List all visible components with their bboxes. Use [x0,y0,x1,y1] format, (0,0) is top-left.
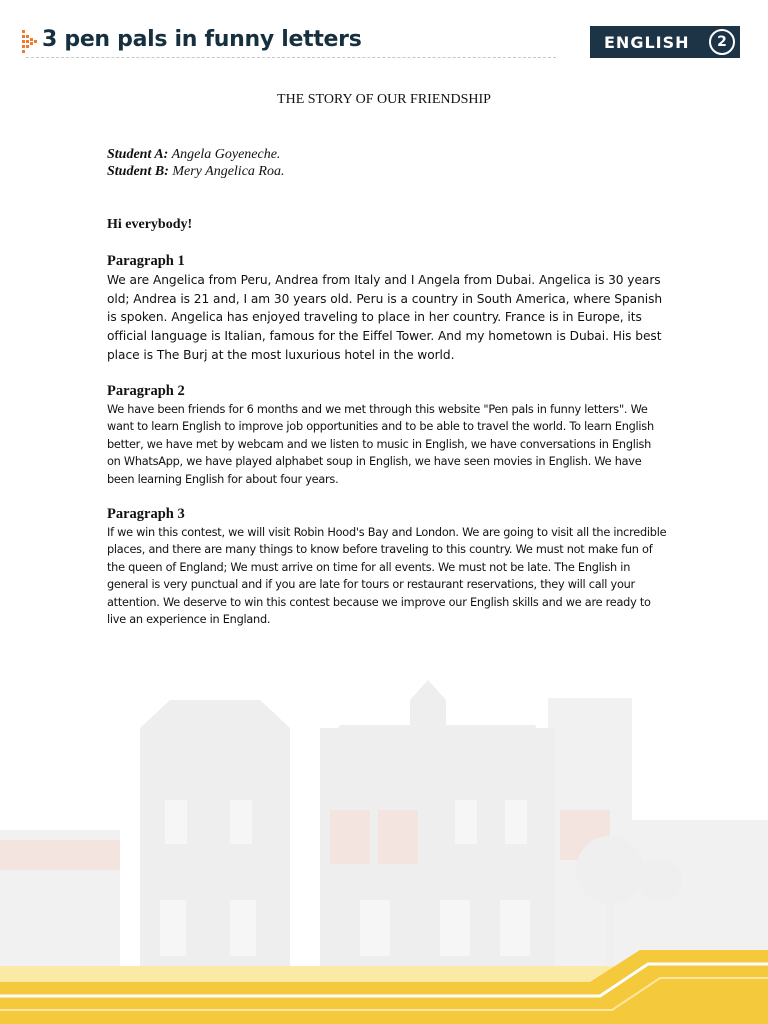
student-b-line [107,163,284,180]
student-b-label: Student B: [107,164,169,179]
greeting: Hi everybody! [107,217,193,232]
header-divider [26,57,556,58]
paragraph-heading: Paragraph 3 [107,506,185,522]
badge-label: ENGLISH [604,33,690,52]
students-block [107,146,284,180]
paragraph-1 [107,252,667,365]
paragraph-heading: Paragraph 1 [107,253,185,269]
english-level-badge [590,26,740,58]
paragraph-text: We have been friends for 6 months and we met through this website "Pen pals in funny letters". We want to learn English to improve job opportunities and to be able to travel the world. To learn English better, we have met by webcam and we listen to music in English, we have conversations in English on WhatsApp, we have played alphabet soup in English, we have seen movies in English. We have been learning English for about four years. [107,403,654,486]
paragraph-heading: Paragraph 2 [107,383,185,399]
student-b-name: Mery Angelica Roa. [172,164,285,179]
badge-level-number: 2 [709,29,735,55]
town-illustration [0,670,768,1024]
paragraph-3 [107,505,667,628]
page-header [0,0,768,62]
student-a-line [107,146,284,163]
document-title: THE STORY OF OUR FRIENDSHIP [277,92,491,107]
student-a-name: Angela Goyeneche. [171,147,281,162]
logo-dots-icon [22,30,38,54]
paragraph-text: We are Angelica from Peru, Andrea from Italy and I Angela from Dubai. Angelica is 30 years old; Andrea is 21 and, I am 30 years old. Peru is a country in South America, where Spanish is spoken. Angelica has enjoyed traveling to place in her country. France is in Europe, its official language is Italian, famous for the Eiffel Tower. And my hometown is Dubai. His best place is The Burj at the most luxurious hotel in the world. [107,273,663,362]
paragraph-2 [107,382,667,488]
header-title: 3 pen pals in funny letters [42,27,362,52]
student-a-label: Student A: [107,147,169,162]
paragraph-text: If we win this contest, we will visit Robin Hood's Bay and London. We are going to visit all the incredible places, and there are many things to know before traveling to this country. We must not make fun of the queen of England; We must arrive on time for all events. We must not be late. The English in general is very punctual and if you are late for tours or restaurant reservations, they will call your attention. We deserve to win this contest because we improve our English skills and we are ready to live an experience in England. [107,526,667,627]
